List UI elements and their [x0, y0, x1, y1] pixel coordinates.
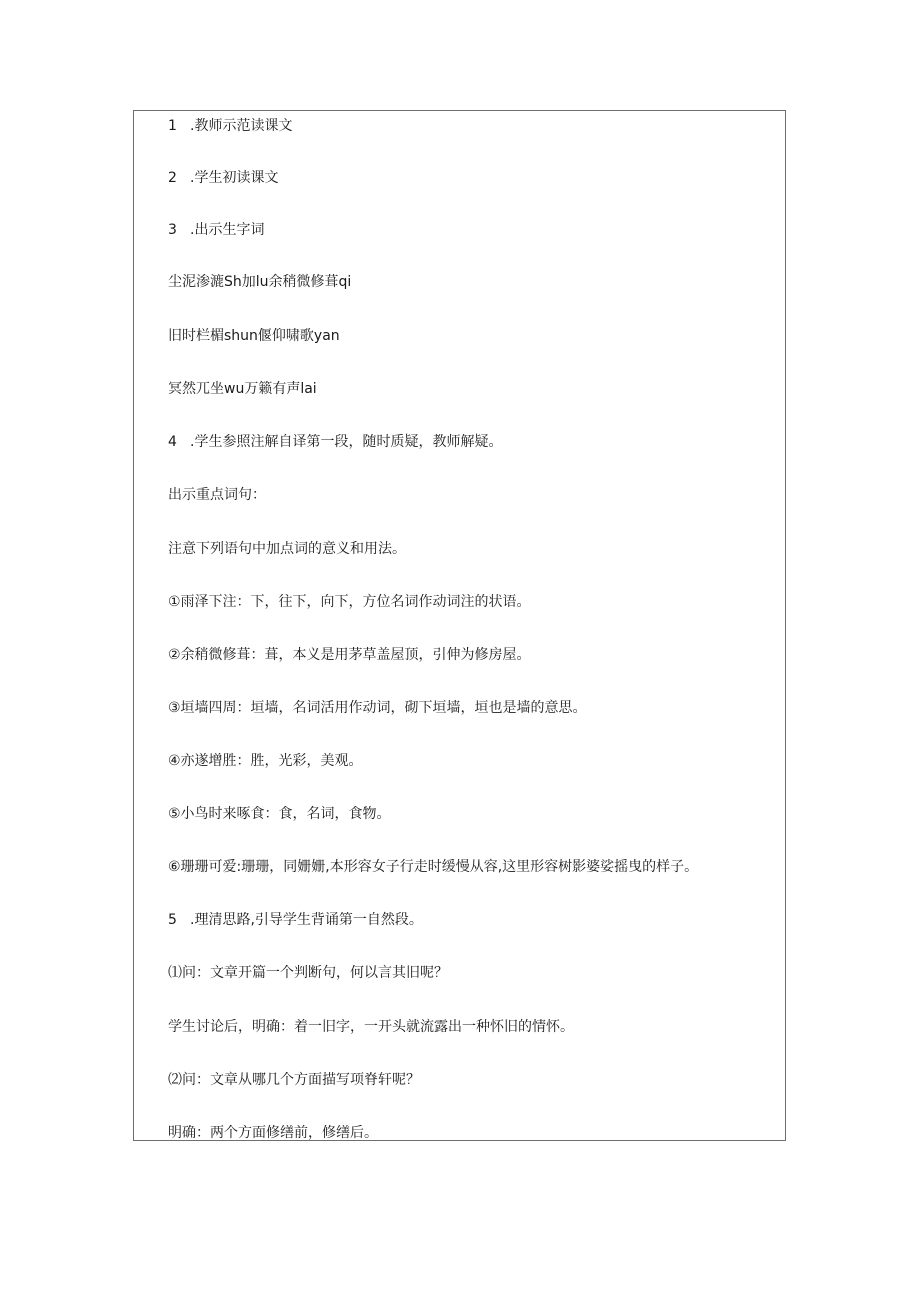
- step-number: 3: [168, 222, 177, 238]
- step-3-line: [168, 221, 264, 239]
- question-2: ⑵问：文章从哪几个方面描写项脊轩呢？: [168, 1072, 420, 1088]
- key-sentences-heading: 出示重点词句：: [168, 487, 266, 503]
- note-item-6: ⑥珊珊可爱:珊珊，同姗姗,本形容女子行走时缓慢从容,这里形容树影婆娑摇曳的样子。: [168, 859, 699, 875]
- step-number: 4: [168, 434, 177, 450]
- answer-2: 明确：两个方面修缮前，修缮后。: [168, 1125, 378, 1141]
- step-5-line: [168, 911, 423, 929]
- step-1-line: [168, 117, 292, 135]
- step-text: .教师示范读课文: [190, 118, 293, 134]
- table-cell-border: [133, 110, 786, 1141]
- step-number: 5: [168, 912, 177, 928]
- step-number: 1: [168, 118, 177, 134]
- note-item-5: ⑤小鸟时来啄食：食，名词，食物。: [168, 806, 391, 822]
- step-text: .理清思路,引导学生背诵第一自然段。: [190, 912, 423, 928]
- note-item-3: ③垣墙四周：垣墙，名词活用作动词，砌下垣墙，垣也是墙的意思。: [168, 700, 587, 716]
- answer-1: 学生讨论后，明确：着一旧字，一开头就流露出一种怀旧的情怀。: [168, 1019, 574, 1035]
- note-item-2: ②余稍微修葺：葺，本义是用茅草盖屋顶，引伸为修房屋。: [168, 647, 531, 663]
- step-text: .出示生字词: [190, 222, 265, 238]
- vocab-line-2: 旧时栏楣shun偃仰啸歌yan: [168, 328, 340, 344]
- step-2-line: [168, 169, 278, 187]
- note-item-4: ④亦遂增胜：胜，光彩，美观。: [168, 753, 363, 769]
- instruction-line: 注意下列语句中加点词的意义和用法。: [168, 541, 406, 557]
- step-number: 2: [168, 170, 177, 186]
- vocab-line-1: 尘泥渗漉Sh加lu余稍微修葺qi: [168, 274, 352, 290]
- step-text: .学生参照注解自译第一段，随时质疑，教师解疑。: [190, 434, 503, 450]
- step-4-line: [168, 433, 502, 451]
- question-1: ⑴问：文章开篇一个判断句，何以言其旧呢？: [168, 965, 448, 981]
- vocab-line-3: 冥然兀坐wu万籁有声lai: [168, 381, 317, 397]
- step-text: .学生初读课文: [190, 170, 279, 186]
- note-item-1: ①雨泽下注：下，往下，向下，方位名词作动词注的状语。: [168, 594, 531, 610]
